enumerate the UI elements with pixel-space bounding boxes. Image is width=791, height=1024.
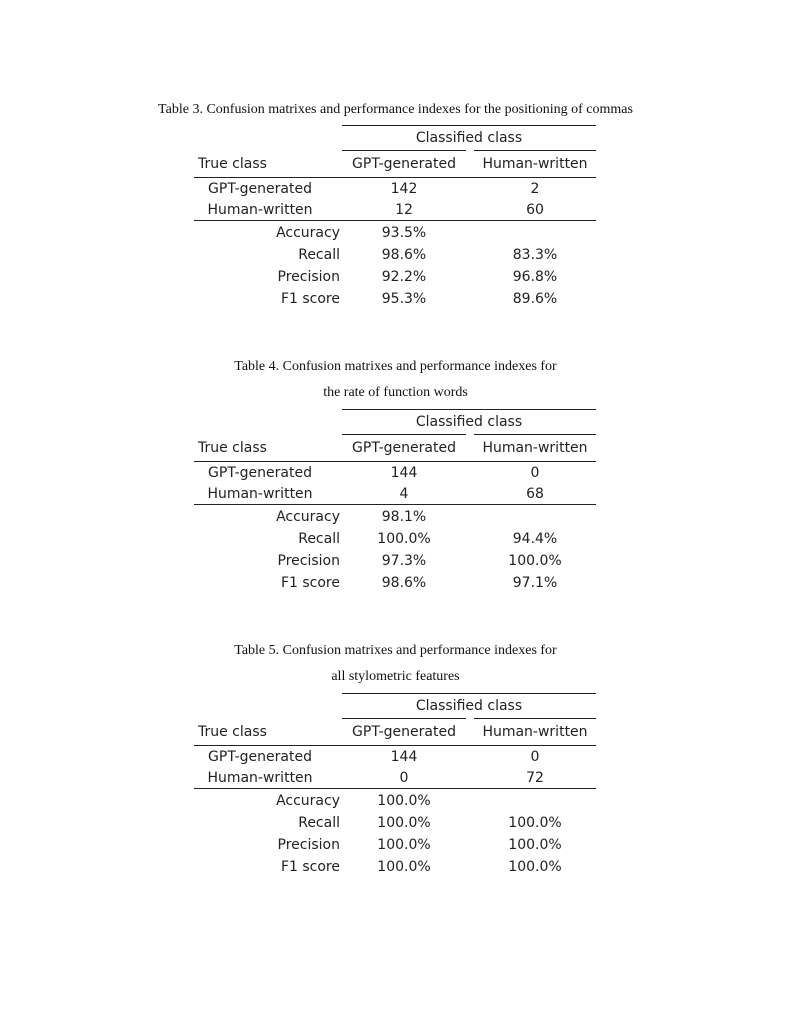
metric-value-gpt: 100.0%	[377, 815, 431, 831]
metric-label: Recall	[298, 531, 340, 547]
matrix-cell-gpt: 144	[390, 465, 418, 481]
confusion-table	[194, 408, 596, 598]
metric-label: F1 score	[280, 291, 340, 307]
metric-value-gpt: 92.2%	[381, 269, 427, 285]
metric-value-human: 100.0%	[508, 815, 562, 831]
classified-class-header: Classified class	[415, 130, 523, 146]
header-rule	[194, 461, 596, 462]
true-class-header: True class	[198, 724, 267, 740]
matrix-cell-gpt: 4	[399, 486, 409, 502]
confusion-table	[194, 124, 596, 314]
matrix-row-label: GPT-generated	[208, 181, 312, 197]
matrix-cell-gpt: 0	[399, 770, 409, 786]
metric-label: Precision	[277, 837, 340, 853]
matrix-cell-gpt: 144	[390, 749, 418, 765]
caption-line: the rate of function words	[323, 385, 468, 400]
matrix-cell-human: 72	[526, 770, 544, 786]
matrix-cell-gpt: 12	[395, 202, 413, 218]
header-rule	[194, 177, 596, 178]
matrix-row-label: Human-written	[207, 770, 313, 786]
column-header-gpt: GPT-generated	[352, 724, 456, 740]
matrix-cell-human: 2	[530, 181, 540, 197]
header-rule	[194, 745, 596, 746]
column-header-human: Human-written	[482, 440, 588, 456]
true-class-header: True class	[198, 156, 267, 172]
matrix-cell-human: 0	[530, 465, 540, 481]
group-rule-right	[474, 150, 596, 151]
matrix-row-label: GPT-generated	[208, 749, 312, 765]
matrix-cell-human: 0	[530, 749, 540, 765]
metric-label: Accuracy	[276, 225, 340, 241]
metric-label: Recall	[298, 815, 340, 831]
group-rule-left	[342, 150, 466, 151]
column-header-gpt: GPT-generated	[352, 440, 456, 456]
metric-value-gpt: 100.0%	[377, 793, 431, 809]
metric-label: Accuracy	[276, 509, 340, 525]
table-caption	[0, 354, 791, 406]
matrix-rule	[194, 504, 596, 505]
table-caption	[0, 97, 791, 123]
metric-value-gpt: 100.0%	[377, 837, 431, 853]
top-rule	[342, 693, 596, 694]
confusion-table	[194, 692, 596, 882]
metric-value-gpt: 98.6%	[381, 247, 427, 263]
metric-value-human: 100.0%	[508, 859, 562, 875]
column-header-gpt: GPT-generated	[352, 156, 456, 172]
caption-line: all stylometric features	[331, 669, 460, 684]
metric-value-gpt: 97.3%	[381, 553, 427, 569]
top-rule	[342, 409, 596, 410]
metric-label: Accuracy	[276, 793, 340, 809]
matrix-cell-human: 60	[526, 202, 544, 218]
metric-label: Precision	[277, 553, 340, 569]
matrix-row-label: Human-written	[207, 486, 313, 502]
metric-value-human: 100.0%	[508, 837, 562, 853]
metric-label: Precision	[277, 269, 340, 285]
matrix-rule	[194, 220, 596, 221]
matrix-row-label: Human-written	[207, 202, 313, 218]
metric-value-gpt: 100.0%	[377, 859, 431, 875]
caption-line: Table 3. Confusion matrixes and performance indexes for the positioning of commas	[158, 102, 633, 117]
matrix-cell-human: 68	[526, 486, 544, 502]
metric-label: F1 score	[280, 575, 340, 591]
metric-value-gpt: 98.6%	[381, 575, 427, 591]
classified-class-header: Classified class	[415, 698, 523, 714]
metric-label: Recall	[298, 247, 340, 263]
classified-class-header: Classified class	[415, 414, 523, 430]
metric-value-human: 89.6%	[512, 291, 558, 307]
caption-line: Table 5. Confusion matrixes and performance indexes for	[234, 643, 557, 658]
metric-value-gpt: 98.1%	[381, 509, 427, 525]
matrix-rule	[194, 788, 596, 789]
table-caption	[0, 638, 791, 690]
metric-value-human: 94.4%	[512, 531, 558, 547]
top-rule	[342, 125, 596, 126]
metric-value-gpt: 95.3%	[381, 291, 427, 307]
metric-value-human: 97.1%	[512, 575, 558, 591]
group-rule-right	[474, 718, 596, 719]
group-rule-left	[342, 434, 466, 435]
metric-value-gpt: 100.0%	[377, 531, 431, 547]
group-rule-right	[474, 434, 596, 435]
caption-line: Table 4. Confusion matrixes and performance indexes for	[234, 359, 557, 374]
matrix-cell-gpt: 142	[390, 181, 418, 197]
true-class-header: True class	[198, 440, 267, 456]
metric-value-gpt: 93.5%	[381, 225, 427, 241]
matrix-row-label: GPT-generated	[208, 465, 312, 481]
group-rule-left	[342, 718, 466, 719]
column-header-human: Human-written	[482, 724, 588, 740]
column-header-human: Human-written	[482, 156, 588, 172]
metric-label: F1 score	[280, 859, 340, 875]
metric-value-human: 83.3%	[512, 247, 558, 263]
metric-value-human: 96.8%	[512, 269, 558, 285]
metric-value-human: 100.0%	[508, 553, 562, 569]
